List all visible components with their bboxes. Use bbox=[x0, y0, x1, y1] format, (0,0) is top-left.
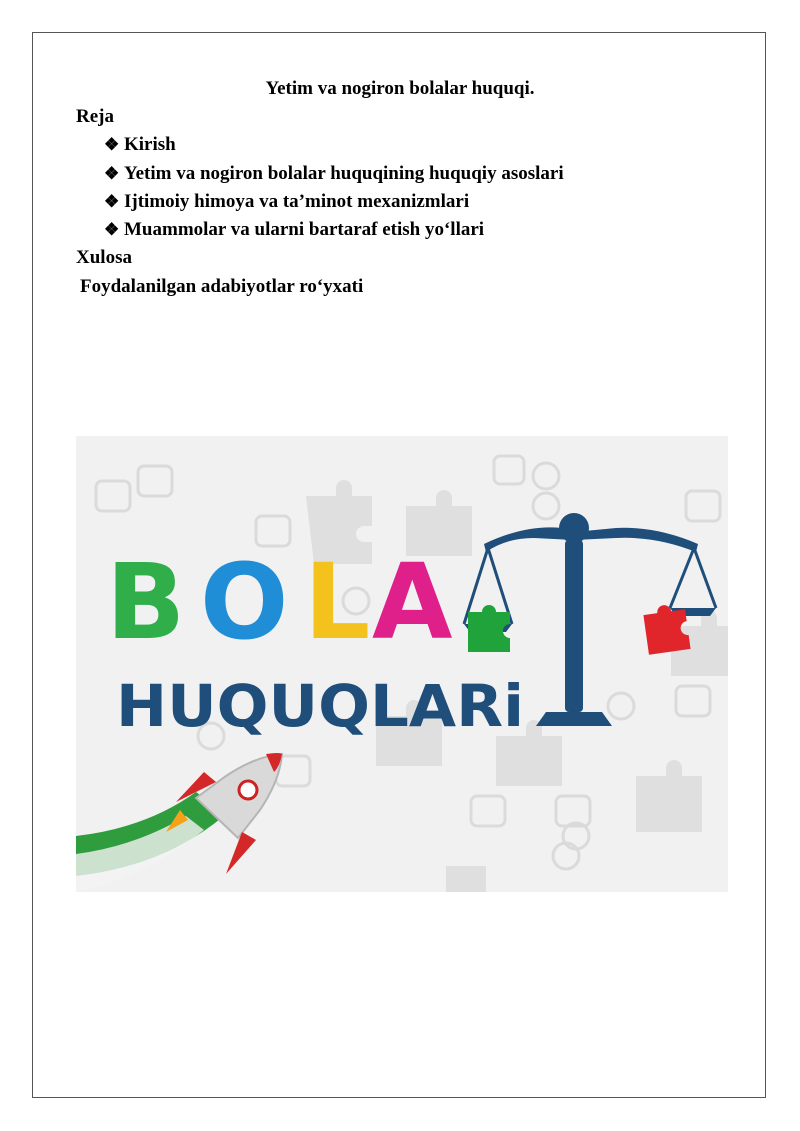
plan-item-label: Kirish bbox=[124, 134, 176, 155]
illustration-svg bbox=[76, 436, 728, 892]
diamond-bullet-icon: ❖ bbox=[104, 135, 120, 154]
plan-item bbox=[104, 134, 176, 156]
rocket-icon bbox=[76, 753, 282, 892]
plan-item-label: Muammolar va ularni bartaraf etish yo‘llari bbox=[124, 219, 485, 240]
references-heading: Foydalanilgan adabiyotlar ro‘yxati bbox=[80, 276, 364, 297]
bola-letter: O bbox=[200, 541, 289, 663]
bola-letter: L bbox=[304, 541, 371, 663]
plan-heading: Reja bbox=[76, 106, 114, 127]
diamond-bullet-icon: ❖ bbox=[104, 220, 120, 239]
bola-word bbox=[106, 541, 453, 663]
plan-item bbox=[104, 163, 564, 185]
plan-item bbox=[104, 191, 469, 213]
bola-huquqlari-illustration bbox=[76, 436, 728, 892]
plan-item-label: Yetim va nogiron bolalar huquqining huquqiy asoslari bbox=[124, 163, 564, 184]
diamond-bullet-icon: ❖ bbox=[104, 164, 120, 183]
bola-letter: B bbox=[106, 541, 186, 663]
diamond-bullet-icon: ❖ bbox=[104, 192, 120, 211]
conclusion-heading: Xulosa bbox=[76, 247, 132, 268]
plan-item-label: Ijtimoiy himoya va ta’minot mexanizmlari bbox=[124, 191, 470, 212]
bola-letter: A bbox=[372, 541, 453, 663]
huquqlari-word: HUQUQLARi bbox=[116, 672, 524, 740]
plan-item bbox=[104, 219, 484, 241]
document-title: Yetim va nogiron bolalar huquqi. bbox=[265, 78, 535, 99]
